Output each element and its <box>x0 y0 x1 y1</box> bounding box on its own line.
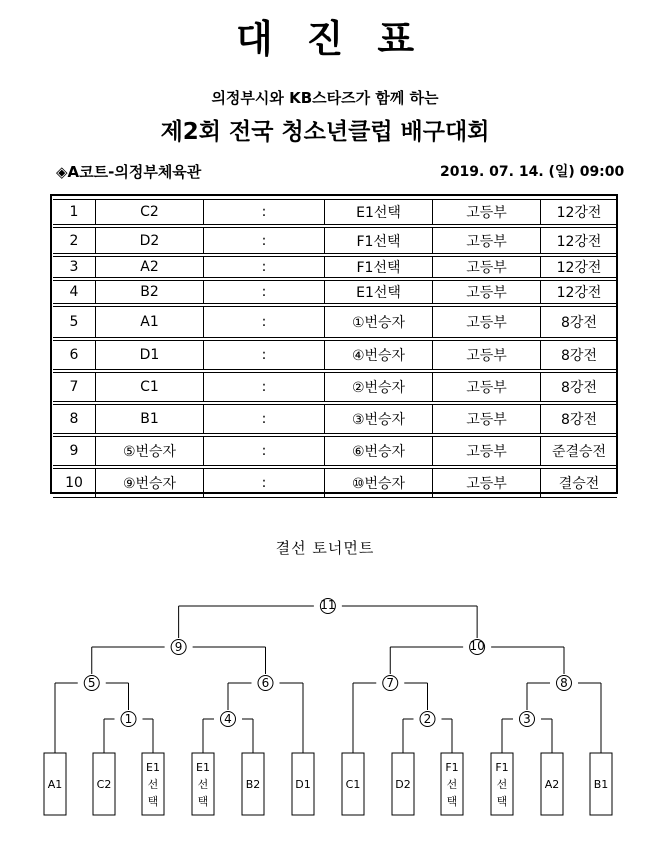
round-cell: 8강전 <box>540 372 617 402</box>
match-number-cell: 2 <box>53 227 95 254</box>
match-m9-marker <box>165 638 193 656</box>
match-number-cell: 9 <box>53 436 95 466</box>
team-a-cell: C1 <box>95 372 203 402</box>
team-box <box>192 753 214 815</box>
team-b-cell: F1선택 <box>324 256 432 278</box>
team-b-cell: ③번승자 <box>324 404 432 434</box>
division-cell: 고등부 <box>432 372 540 402</box>
match-number-cell: 8 <box>53 404 95 434</box>
match-m3-marker <box>513 710 541 728</box>
team-name: 선 <box>147 778 159 791</box>
match-m2-marker <box>414 710 442 728</box>
division-cell: 고등부 <box>432 340 540 370</box>
team-a-cell: A2 <box>95 256 203 278</box>
team-box <box>292 753 314 815</box>
team-name: C1 <box>345 778 361 791</box>
team-box <box>491 753 513 815</box>
vs-cell: : <box>203 404 324 434</box>
team-box <box>392 753 414 815</box>
table-row <box>53 340 617 370</box>
team-name: 선 <box>496 778 508 791</box>
team-name: A1 <box>47 778 63 791</box>
match-number-cell: 3 <box>53 256 95 278</box>
team-name: F1 <box>495 761 509 774</box>
team-name: F1 <box>445 761 459 774</box>
division-cell: 고등부 <box>432 468 540 498</box>
match-number: 4 <box>224 712 232 726</box>
division-cell: 고등부 <box>432 404 540 434</box>
table-row <box>53 227 617 254</box>
match-number: 2 <box>423 712 432 726</box>
team-a-cell: D2 <box>95 227 203 254</box>
round-cell: 준결승전 <box>540 436 617 466</box>
team-name: 선 <box>446 778 458 791</box>
division-cell: 고등부 <box>432 306 540 338</box>
team-name: B2 <box>245 778 261 791</box>
team-box <box>441 753 463 815</box>
division-cell: 고등부 <box>432 436 540 466</box>
vs-cell: : <box>203 468 324 498</box>
vs-cell: : <box>203 227 324 254</box>
team-b-cell: ②번승자 <box>324 372 432 402</box>
team-b-cell: E1선택 <box>324 199 432 225</box>
team-a-cell: ⑨번승자 <box>95 468 203 498</box>
match-number: 7 <box>386 676 395 690</box>
event-name: 제2회 전국 청소년클럽 배구대회 <box>160 119 490 145</box>
division-cell: 고등부 <box>432 256 540 278</box>
team-box <box>590 753 612 815</box>
match-m11-marker <box>314 597 342 615</box>
team-box <box>44 753 66 815</box>
team-name: E1 <box>146 761 160 774</box>
schedule-table <box>50 194 618 494</box>
match-number: 3 <box>523 712 531 726</box>
vs-cell: : <box>203 436 324 466</box>
match-m1-marker <box>115 710 143 728</box>
match-number: 8 <box>560 676 568 690</box>
table-row <box>53 199 617 225</box>
vs-cell: : <box>203 280 324 304</box>
tournament-bracket <box>0 590 650 845</box>
bracket-title: 결선 토너먼트 <box>275 539 375 557</box>
division-cell: 고등부 <box>432 227 540 254</box>
team-box <box>342 753 364 815</box>
team-name: A2 <box>544 778 560 791</box>
match-number-cell: 7 <box>53 372 95 402</box>
team-name: 택 <box>446 795 458 808</box>
vs-cell: : <box>203 199 324 225</box>
table-row <box>53 436 617 466</box>
team-b-cell: E1선택 <box>324 280 432 304</box>
match-number: 11 <box>320 598 336 612</box>
match-m7-marker <box>376 674 404 692</box>
team-b-cell: ⑩번승자 <box>324 468 432 498</box>
match-m6-marker <box>252 674 280 692</box>
vs-cell: : <box>203 306 324 338</box>
team-a-cell: D1 <box>95 340 203 370</box>
match-number-cell: 10 <box>53 468 95 498</box>
table-row <box>53 404 617 434</box>
match-m5-marker <box>78 674 106 692</box>
match-number: 9 <box>174 640 183 654</box>
team-name: B1 <box>593 778 609 791</box>
table-row <box>53 468 617 498</box>
team-box <box>142 753 164 815</box>
team-b-cell: ①번승자 <box>324 306 432 338</box>
team-a-cell: C2 <box>95 199 203 225</box>
vs-cell: : <box>203 372 324 402</box>
team-name: 택 <box>197 795 209 808</box>
round-cell: 12강전 <box>540 280 617 304</box>
table-row <box>53 256 617 278</box>
vs-cell: : <box>203 256 324 278</box>
round-cell: 8강전 <box>540 306 617 338</box>
team-name: 택 <box>496 795 508 808</box>
team-a-cell: B1 <box>95 404 203 434</box>
round-cell: 12강전 <box>540 256 617 278</box>
match-number: 10 <box>469 639 485 653</box>
match-number-cell: 5 <box>53 306 95 338</box>
match-number: 6 <box>261 676 270 690</box>
vs-cell: : <box>203 340 324 370</box>
team-box <box>93 753 115 815</box>
match-number: 5 <box>87 676 96 690</box>
table-row <box>53 280 617 304</box>
match-number-cell: 6 <box>53 340 95 370</box>
page-title: 대진표 <box>235 17 449 61</box>
round-cell: 8강전 <box>540 404 617 434</box>
subtitle: 의정부시와 KB스타즈가 함께 하는 <box>211 89 439 107</box>
team-a-cell: B2 <box>95 280 203 304</box>
team-name: D2 <box>395 778 411 791</box>
team-a-cell: ⑤번승자 <box>95 436 203 466</box>
round-cell: 8강전 <box>540 340 617 370</box>
team-name: E1 <box>196 761 210 774</box>
team-box <box>242 753 264 815</box>
team-name: C2 <box>96 778 112 791</box>
division-cell: 고등부 <box>432 199 540 225</box>
match-number-cell: 4 <box>53 280 95 304</box>
match-m8-marker <box>550 674 578 692</box>
team-b-cell: F1선택 <box>324 227 432 254</box>
team-name: 선 <box>197 778 209 791</box>
round-cell: 결승전 <box>540 468 617 498</box>
division-cell: 고등부 <box>432 280 540 304</box>
match-number-cell: 1 <box>53 199 95 225</box>
match-m4-marker <box>214 710 242 728</box>
match-number: 1 <box>124 712 133 726</box>
round-cell: 12강전 <box>540 227 617 254</box>
team-box <box>541 753 563 815</box>
match-datetime: 2019. 07. 14. (일) 09:00 <box>440 164 625 180</box>
team-b-cell: ④번승자 <box>324 340 432 370</box>
court-label: ◈A코트-의정부체육관 <box>56 163 202 181</box>
team-name: D1 <box>295 778 311 791</box>
round-cell: 12강전 <box>540 199 617 225</box>
team-name: 택 <box>147 795 159 808</box>
team-a-cell: A1 <box>95 306 203 338</box>
team-b-cell: ⑥번승자 <box>324 436 432 466</box>
table-row <box>53 372 617 402</box>
match-m10-marker <box>463 638 491 656</box>
table-row <box>53 306 617 338</box>
